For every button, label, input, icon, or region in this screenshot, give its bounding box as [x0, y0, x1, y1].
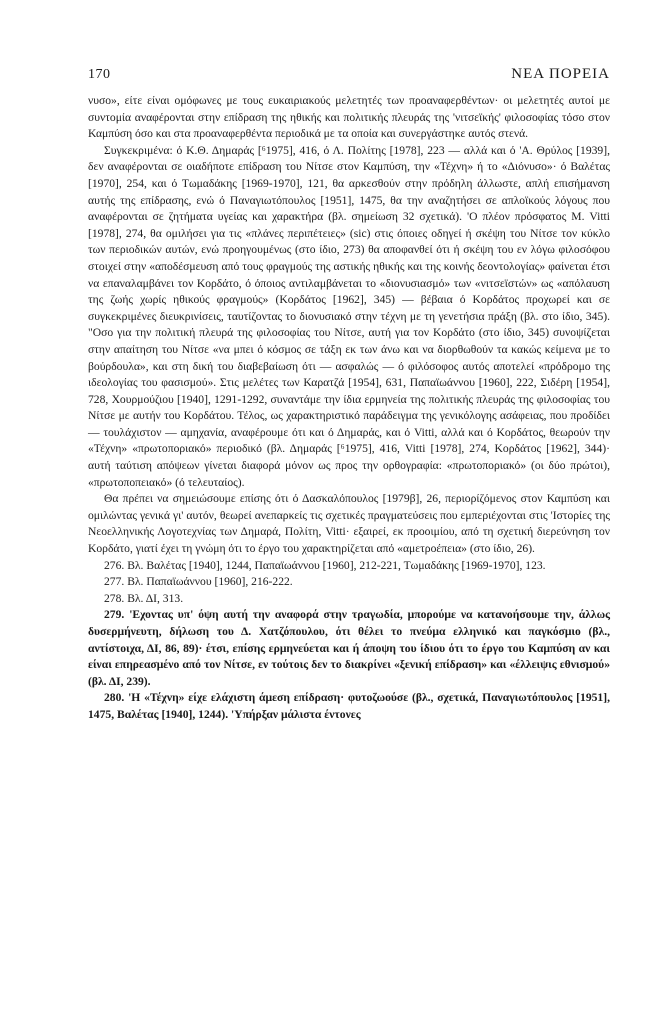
note-280: 280. 'Η «Τέχνη» είχε ελάχιστη άμεση επίδραση· φυτοζωούσε (βλ., σχετικά, Παναγιωτόπουλος [1951], 1475, Βαλέτας [1940], 1244). 'Υπήρξαν μάλιστα έντονες	[88, 691, 610, 721]
page-header	[88, 66, 610, 83]
paragraph: Θα πρέπει να σημειώσουμε επίσης ότι ό Δασκαλόπουλος [1979β], 26, περιορίζόμενος στον Καμπύση και ομιλώντας γενικά γι' αυτόν, θεωρεί ανεπαρκείς τις σχετικές πραγματεύσεις που εμπεριέχονται στις 'Ιστορίες της Νεοελληνικής Λογοτεχνίας των Δημαρά, Πολίτη, Vitti· εξαιρεί, εκ προοιμίου, από τη σχετική διερεύνηση τον Κορδάτο, γιατί έχει τη γνώμη ότι το έργο του χαρακτηρίζεται από «αμετροέπεια» (στο ίδιο, 26).	[88, 492, 610, 556]
note-278: 278. Βλ. ΔΙ, 313.	[104, 591, 184, 605]
page-number: 170	[88, 67, 111, 82]
paragraph: Συγκεκριμένα: ό Κ.Θ. Δημαράς [⁶1975], 416, ό Λ. Πολίτης [1978], 223 — αλλά και ό 'Α. Θρύλος [1939], δεν αναφέρονται σε οιαδήποτε επίδραση του Νίτσε στον Καμπύση, την «Τέχνη» ή το «Διόνυσο»· ό Βαλέτας [1970], 254, και ό Τωμαδάκης [1969-1970], 121, θα αρκεσθούν στην πρόδηλη άλλωστε, απλή επισήμανση αυτής της επίδρασης, ενώ ό Παναγιωτόπουλος [1951], 1475, θα την αναζητήσει σε απλοϊκούς λόγους που αναφέρονται σε ζητήματα υγείας και χαρακτήρα (βλ. σημείωση 32 σχετικά). 'Ο πλέον πρόσφατος Μ. Vitti [1978], 274, θα ομιλήσει για τις «πλάνες περιπέτειες» (sic) στις όποιες οδηγεί ή σκέψη του Νίτσε τον κύκλο των περιοδικών αυτών, ενώ προηγουμένως (στο ίδιο, 273) θα αποφανθεί ότι ή σκέψη του εν λόγω φιλοσόφου στοιχεί στην «αποδέσμευση από τους φραγμούς της αστικής ηθικής και της κοινής δεοντολογίας» φαίνεται έτσι να επαναλαμβάνει τον Κορδάτο, ό όποιος αντιλαμβάνεται το «διονυσιασμό» των «νιτσεϊστών» ως «απόλαυση της ζωής χωρίς ηθικούς φραγμούς» (Κορδάτος [1962], 345) — βέβαια ό Κορδάτος προχωρεί και σε συγκεκριμένες διευκρινίσεις, ταυτίζοντας το διονυσιακό στην τέχνη με τη γενετήσια πράξη (βλ. στο ίδιο, 345). "Οσο για την πολιτική πλευρά της φιλοσοφίας του Νίτσε, αυτή για τον Κορδάτο (στο ίδιο, 345) συνοψίζεται στην απαίτηση του Νίτσε «να μπει ό κόσμος σε τάξη εκ των άνω και να διορθωθούν τα κακώς κείμενα με το βούρδουλα», και στη δική του διαβεβαίωση ότι — ασφαλώς — ό φιλόσοφος αυτός αποτελεί «πρόδρομο της ιδεολογίας του φασισμού». Στις μελέτες των Καρατζά [1954], 631, Παπαϊωάννου [1960], 222, Σιδέρη [1954], 728, Χουρμούζιου [1940], 1291-1292, συναντάμε την ίδια ερμηνεία της πολιτικής πλευράς της φιλοσοφίας του Νίτσε με αυτήν του Κορδάτου. Τέλος, ως χαρακτηριστικό παράδειγμα της γενικόλογης ασάφειας, που προδίδει — τουλάχιστον — αμηχανία, αναφέρουμε ότι και ό Δημαράς, και ό Vitti, αλλά και ό Κορδάτος, θεωρούν την «Τέχνη» «πρωτοποριακό» περιοδικό (βλ. Δημαράς [⁶1975], 416, Vitti [1978], 274, Κορδάτος [1962], 344)· αυτή ταύτιση απόψεων γίνεται διαφορά μόνον ως προς την ορθογραφία: «πρωτοποριακό» (οι δύο πρώτοι), «πρωτοποπειακό» (ό τελευταίος).	[88, 143, 610, 489]
note-276: 276. Βλ. Βαλέτας [1940], 1244, Παπαϊωάννου [1960], 212-221, Τωμαδάκης [1969-1970], 123.	[104, 558, 546, 572]
paragraph-continued: νυσο», είτε είναι ομόφωνες με τους ευκαιριακούς μελετητές των προαναφερθέντων· οι μελετητές αυτοί με συντομία αναφέρονται στην επίδραση της ηθικής και πολιτικής πλευράς της 'νιτσεϊκής' φιλοσοφίας τόσο στον Καμπύση όσο και στα προαναφερθέντα περιοδικά με τα οποία και συνεργάστηκε αυτός στενά.	[88, 94, 610, 141]
note-277: 277. Βλ. Παπαϊωάννου [1960], 216-222.	[104, 575, 293, 589]
note-279: 279. 'Εχοντας υπ' όψη αυτή την αναφορά στην τραγωδία, μπορούμε να κατανοήσουμε την, άλλως δυσερμήνευτη, δήλωση του Δ. Χατζόπουλου, ότι θέλει το πνεύμα ελληνικό και παγκόσμιο (βλ., αντίστοιχα, ΔΙ, 86, 89)· έτσι, επίσης ερμηνεύεται και ή άποψη του ίδιου ότι το έργο του Καμπύση αν και είναι επηρεασμένο από τον Νίτσε, εν τούτοις δεν το διακρίνει «ξενική επίδραση» και «έλλειψις εθνισμού» (βλ. ΔΙ, 239).	[88, 608, 610, 688]
page-body	[88, 93, 610, 724]
running-title: ΝΕΑ ΠΟΡΕΙΑ	[511, 66, 610, 82]
